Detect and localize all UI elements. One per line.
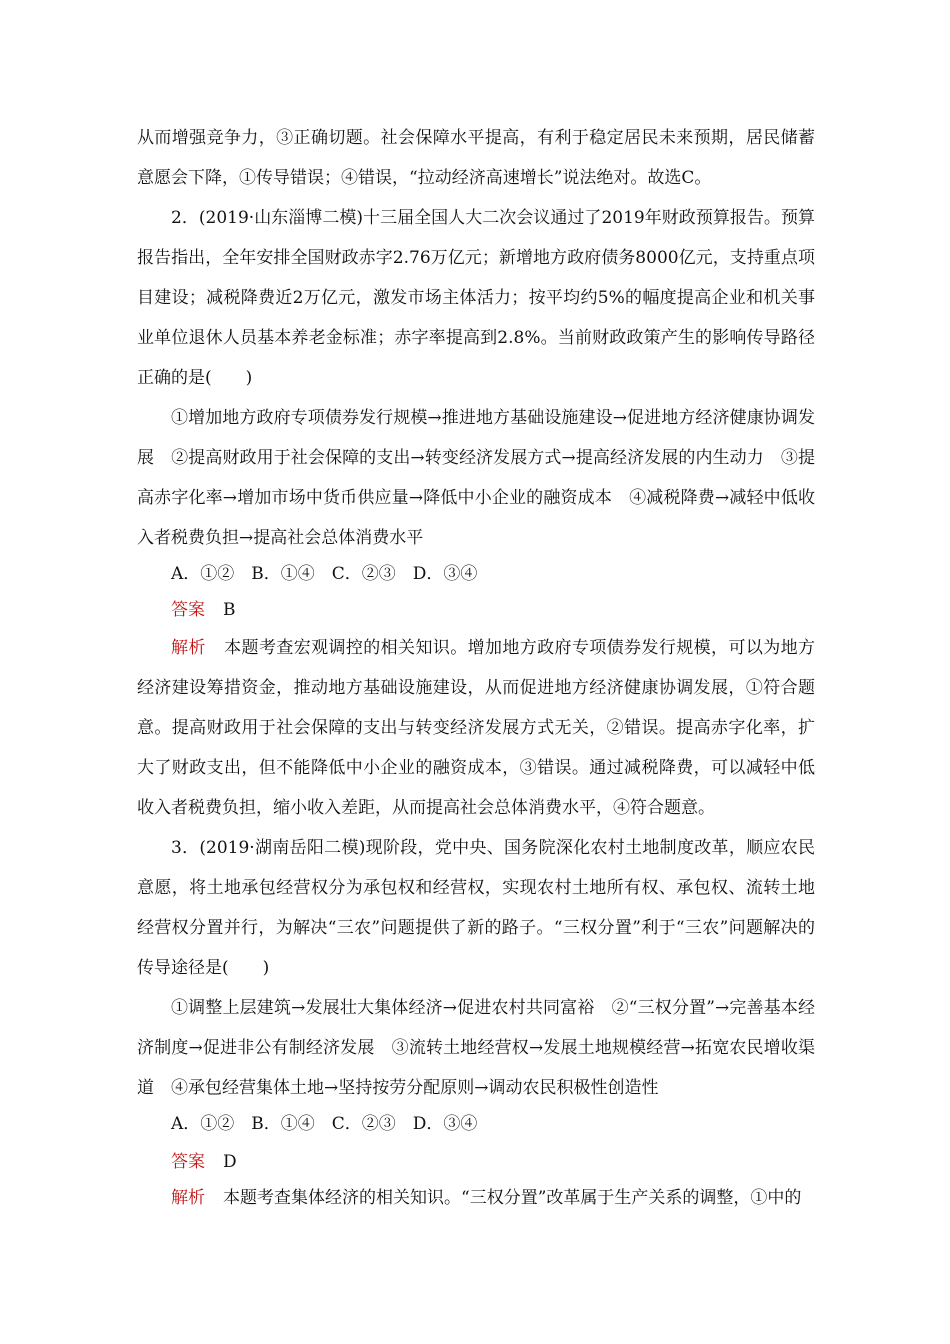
analysis-text: 本题考查集体经济的相关知识。“三权分置”改革属于生产关系的调整，①中的 [223,1188,802,1208]
question-2-answer [171,592,236,628]
intro-paragraph: 从而增强竞争力，③正确切题。社会保障水平提高，有利于稳定居民未来预期，居民储蓄意愿会下降，①传导错误；④错误，“拉动经济高速增长”说法绝对。故选C。 [137,128,815,188]
answer-label: 答案 [171,1152,205,1172]
question-2-items: ①增加地方政府专项债券发行规模→推进地方基础设施建设→促进地方经济健康协调发展 ②提高财政用于社会保障的支出→转变经济发展方式→提高经济发展的内生动力 ③提高赤字化率→增加市场中货币供应量→降低中小企业的融资成本 ④减税降费→减轻中低收入者税费负担→提高社会总体消费水平 [137,408,815,548]
question-3-items: ①调整上层建筑→发展壮大集体经济→促进农村共同富裕 ②“三权分置”→完善基本经济制度→促进非公有制经济发展 ③流转土地经营权→发展土地规模经营→拓宽农民增收渠道 ④承包经营集体土地→坚持按劳分配原则→调动农民积极性创造性 [137,998,815,1098]
answer-value: D [223,1152,237,1172]
question-3-analysis [137,1178,815,1218]
question-3-answer [171,1144,237,1180]
question-2-stem: 2．(2019·山东淄博二模)十三届全国人大二次会议通过了2019年财政预算报告。预算报告指出，全年安排全国财政赤字2.76万亿元；新增地方政府债务8000亿元，支持重点项目建设；减税降费近2万亿元，激发市场主体活力；按平均约5%的幅度提高企业和机关事业单位退休人员基本养老金标准；赤字率提高到2.8%。当前财政政策产生的影响传导路径正确的是( ) [137,208,815,388]
question-2-options: A．①② B．①④ C．②③ D．③④ [171,564,478,584]
analysis-label: 解析 [171,638,206,658]
answer-value: B [223,600,236,620]
analysis-text: 本题考查宏观调控的相关知识。增加地方政府专项债券发行规模，可以为地方经济建设筹措资金，推动地方基础设施建设，从而促进地方经济健康协调发展，①符合题意。提高财政用于社会保障的支出与转变经济发展方式无关，②错误。提高赤字化率，扩大了财政支出，但不能降低中小企业的融资成本，③错误。通过减税降费，可以减轻中低收入者税费负担，缩小收入差距，从而提高社会总体消费水平，④符合题意。 [137,638,816,818]
analysis-label: 解析 [171,1188,205,1208]
question-2-analysis [137,628,815,828]
question-3-options: A．①② B．①④ C．②③ D．③④ [171,1114,478,1134]
answer-label: 答案 [171,600,205,620]
question-3-stem: 3．(2019·湖南岳阳二模)现阶段，党中央、国务院深化农村土地制度改革，顺应农民意愿，将土地承包经营权分为承包权和经营权，实现农村土地所有权、承包权、流转土地经营权分置并行，为解决“三农”问题提供了新的路子。“三权分置”利于“三农”问题解决的传导途径是( ) [137,838,815,978]
